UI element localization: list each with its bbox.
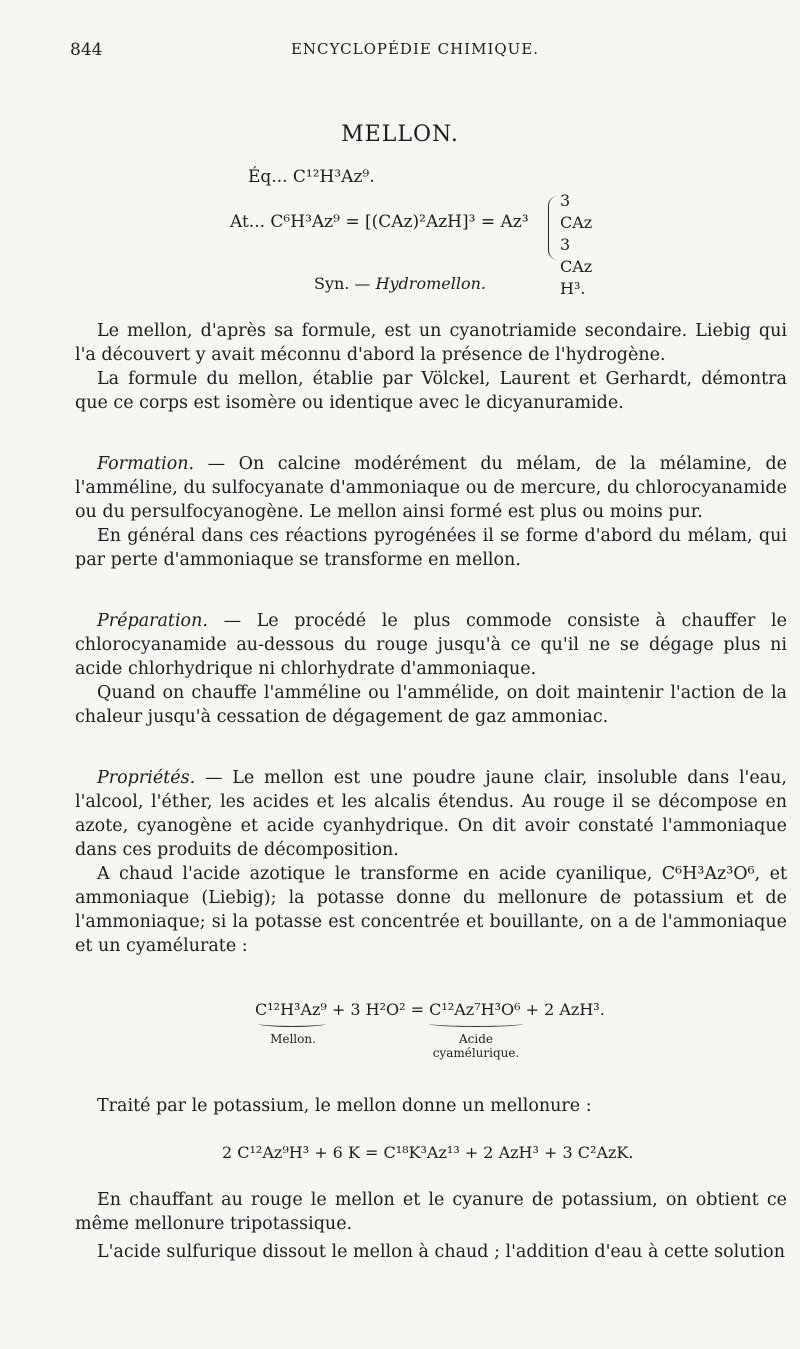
- potassium-block: [75, 1094, 787, 1118]
- paragraph: A chaud l'acide azotique le transforme en acide cyanilique, C⁶H³Az³O⁶, et ammoniaque (Liebig); la potasse donne du mellonure de potassium et de l'ammoniaque; si la potasse est concentrée et bouillante, on a de l'ammoniaque et un cyamélurate :: [75, 864, 787, 956]
- running-title: ENCYCLOPÉDIE CHIMIQUE.: [290, 40, 540, 58]
- paragraph: En chauffant au rouge le mellon et le cyanure de potassium, on obtient ce même mellonure tripotassique.: [75, 1190, 787, 1234]
- formation-text: — On calcine modérément du mélam, de la mélamine, de l'amméline, du sulfocyanate d'ammoniaque ou de mercure, du chlorocyanamide ou du persulfocyanogène. Le mellon ainsi formé est plus ou moins pur.: [75, 454, 787, 522]
- paragraph: Le mellon, d'après sa formule, est un cyanotriamide secondaire. Liebig qui l'a découvert y avait méconnu d'abord la présence de l'hydrogène.: [75, 321, 787, 365]
- brace-item: 3 CAz: [560, 235, 593, 276]
- atomic-formula: At... C⁶H³Az⁹ = [(CAz)²AzH]³ = Az³: [230, 212, 529, 232]
- paragraph: En général dans ces réactions pyrogénées il se forme d'abord du mélam, qui par perte d'ammoniaque se transforme en mellon.: [75, 526, 787, 570]
- properties-heading: Propriétés.: [97, 768, 196, 788]
- reaction-label: Mellon.: [270, 1032, 316, 1046]
- properties-block: [75, 766, 787, 958]
- cyanure-block: [75, 1188, 787, 1236]
- reaction-equation: 2 C¹²Az⁹H³ + 6 K = C¹⁸K³Az¹³ + 2 AzH³ + 3 C²AzK.: [222, 1143, 634, 1162]
- synonym-line: [0, 274, 800, 293]
- last-block: [75, 1240, 787, 1264]
- underbrace-icon: [258, 1020, 326, 1027]
- formation-heading: Formation.: [97, 454, 195, 474]
- preparation-heading: Préparation.: [97, 611, 208, 631]
- intro-block: [75, 319, 787, 415]
- reaction-label-line: cyamélurique.: [432, 1046, 520, 1060]
- paragraph: Quand on chauffe l'amméline ou l'ammélide, on doit maintenir l'action de la chaleur jusqu'à cessation de dégagement de gaz ammoniac.: [75, 683, 787, 727]
- brace-item: H³.: [560, 279, 586, 298]
- reaction-equation: C¹²H³Az⁹ + 3 H²O² = C¹²Az⁷H³O⁶ + 2 AzH³.: [255, 1000, 605, 1019]
- synonym-name: Hydromellon.: [375, 274, 486, 293]
- synonym-prefix: Syn. —: [314, 274, 376, 293]
- reaction-label-line: Acide: [458, 1032, 493, 1046]
- preparation-text: — Le procédé le plus commode consiste à chauffer le chlorocyanamide au-dessous du rouge jusqu'à ce qu'il ne se dégage plus ni acide chlorhydrique ni chlorhydrate d'ammoniaque.: [75, 611, 787, 679]
- properties-text: — Le mellon est une poudre jaune clair, insoluble dans l'eau, l'alcool, l'éther, les acides et les alcalis étendus. Au rouge il se décompose en azote, cyanogène et acide cyanhydrique. On dit avoir constaté l'ammoniaque dans ces produits de décomposition.: [75, 768, 787, 860]
- paragraph: [75, 609, 787, 681]
- page-header: [70, 40, 760, 64]
- section-title: MELLON.: [341, 122, 459, 147]
- brace-icon: [548, 196, 559, 260]
- formation-block: [75, 452, 787, 572]
- paragraph: Traité par le potassium, le mellon donne un mellonure :: [97, 1096, 592, 1116]
- paragraph: L'acide sulfurique dissout le mellon à chaud ; l'addition d'eau à cette solution: [97, 1242, 785, 1262]
- reaction-label: [420, 1032, 532, 1060]
- page-number: 844: [70, 40, 103, 60]
- paragraph: [75, 766, 787, 862]
- equivalent-formula: Éq... C¹²H³Az⁹.: [248, 167, 375, 187]
- paragraph: La formule du mellon, établie par Völckel, Laurent et Gerhardt, démontra que ce corps est isomère ou identique avec le dicyanuramide.: [75, 369, 787, 413]
- preparation-block: [75, 609, 787, 729]
- underbrace-icon: [428, 1020, 524, 1027]
- paragraph: [75, 452, 787, 524]
- brace-item: 3 CAz: [560, 191, 593, 232]
